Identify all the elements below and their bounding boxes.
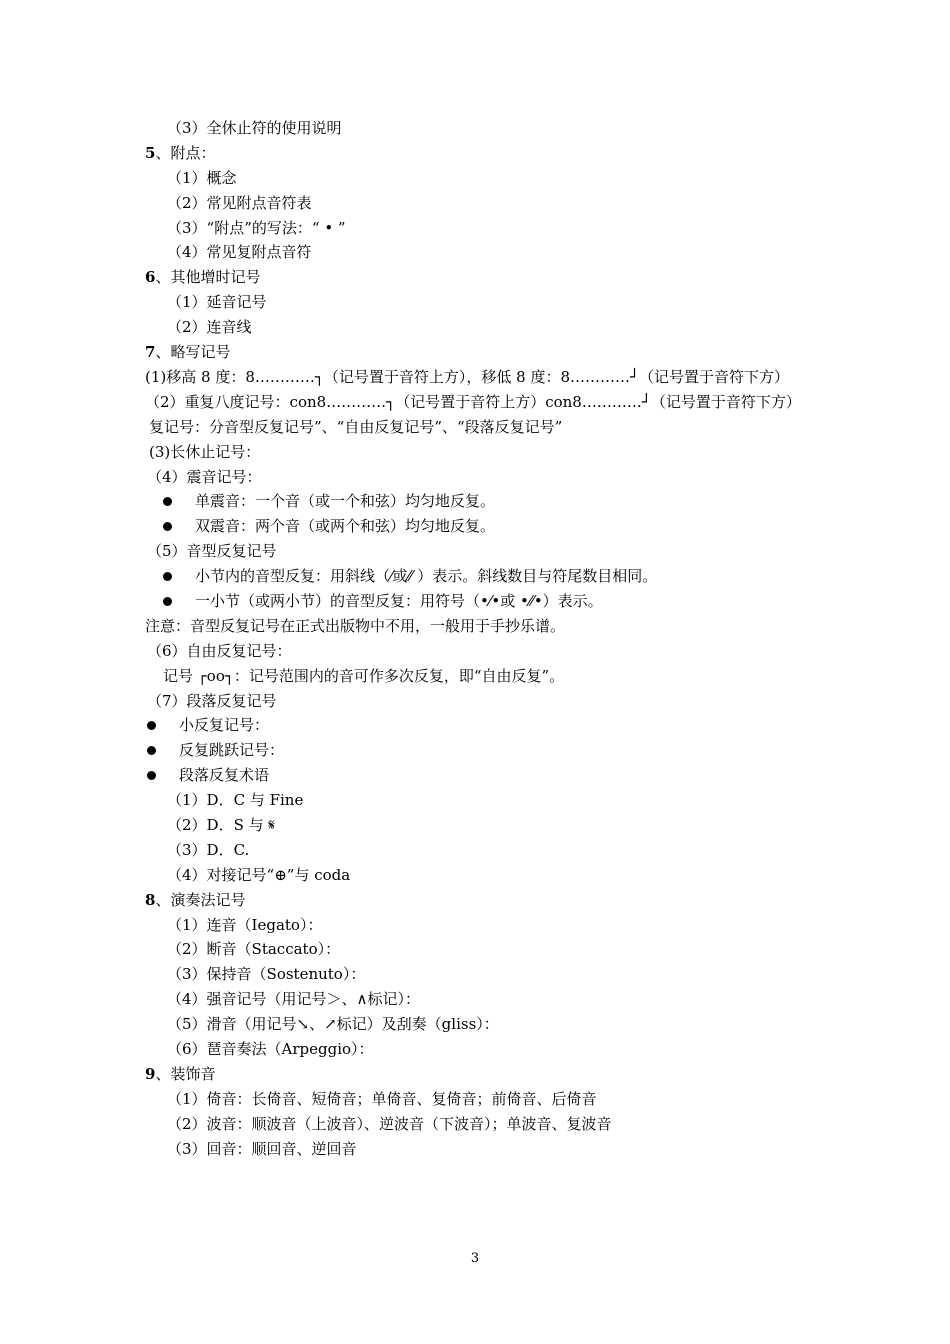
bullet-item: [145, 738, 810, 763]
section-number: 7: [145, 343, 156, 362]
section-title: 、装饰音: [155, 1064, 216, 1083]
bullet-text: 小节内的音型反复：用斜线（⁄或⁄⁄ ）表示。斜线数目与符尾数目相同。: [195, 567, 658, 586]
section-heading: [145, 141, 810, 166]
section-heading: [145, 1062, 810, 1087]
bullet-text: 小反复记号：: [179, 716, 270, 735]
bullet-text: 一小节（或两小节）的音型反复：用符号（•⁄•或 •⁄⁄•）表示。: [195, 591, 603, 610]
list-item: （3）“附点”的写法：“ • ”: [167, 218, 346, 237]
list-item: （1）连音（Iegato）：: [167, 915, 323, 934]
list-item: （4）强音记号（用记号＞、∧标记）：: [167, 990, 421, 1009]
section-heading: [145, 265, 810, 290]
list-item: （3）回音：顺回音、逆回音: [167, 1139, 357, 1158]
section-title: 、略写记号: [155, 343, 231, 362]
list-item: （3）保持音（Sostenuto）：: [167, 965, 366, 984]
list-item: 注意：音型反复记号在正式出版物中不用，一般用于手抄乐谱。: [145, 616, 566, 635]
list-item: （4）震音记号：: [147, 467, 262, 486]
section-number: 6: [145, 268, 156, 287]
page-body: [145, 116, 810, 1161]
list-item: （6）自由反复记号：: [147, 641, 292, 660]
list-item: （3）全休止符的使用说明: [167, 119, 342, 137]
bullet-item: [145, 514, 810, 539]
list-item: （2）常见附点音符表: [167, 193, 312, 212]
bullet-text: 双震音：两个音（或两个和弦）均匀地反复。: [195, 517, 496, 536]
bullet-text: 段落反复术语: [179, 766, 270, 785]
list-item: （7）段落反复记号: [147, 691, 277, 710]
bullet-item: [145, 763, 810, 788]
list-item: （2）连音线: [167, 318, 252, 337]
section-title: 、其他增时记号: [155, 268, 261, 287]
list-item: 记号 ┌oo┐：记号范围内的音可作多次反复，即“自由反复”。: [163, 666, 565, 685]
bullet-text: 反复跳跃记号：: [179, 741, 285, 760]
list-item: （5）滑音（用记号↘、↗标记）及刮奏（gliss）：: [167, 1015, 499, 1034]
section-title: 、附点：: [155, 143, 216, 162]
list-item: （6）琶音奏法（Arpeggio）：: [167, 1039, 374, 1058]
list-item: （2）D．S 与 𝄋: [167, 815, 275, 834]
list-item: （4）对接记号“⊕”与 coda: [167, 865, 351, 884]
list-item: （1）倚音：长倚音、短倚音；单倚音、复倚音；前倚音、后倚音: [167, 1089, 597, 1108]
bullet-text: 单震音：一个音（或一个和弦）均匀地反复。: [195, 492, 496, 511]
section-number: 8: [145, 890, 156, 909]
section-number: 5: [145, 143, 156, 162]
section-title: 、演奏法记号: [155, 890, 246, 909]
paragraph: (1)移高 8 度：8…………┐（记号置于音符上方），移低 8 度：8…………┘（记号置于音符下方）: [145, 367, 790, 386]
bullet-item: [145, 564, 810, 589]
bullet-item: [145, 589, 810, 614]
list-item: （5）音型反复记号: [147, 542, 277, 561]
list-item: （3）D．C.: [167, 840, 250, 859]
list-item: （1）概念: [167, 168, 237, 187]
list-item: 复记号：分音型反复记号”、“自由反复记号”、“段落反复记号”: [149, 417, 563, 436]
list-item: （2）断音（Staccato）：: [167, 940, 341, 959]
paragraph: （2）重复八度记号：con8…………┐（记号置于音符上方）con8…………┘（记号置于音符下方）: [145, 392, 801, 411]
list-item: （2）波音：顺波音（上波音）、逆波音（下波音）；单波音、复波音: [167, 1114, 612, 1133]
list-item: （1）延音记号: [167, 293, 267, 312]
section-heading: [145, 340, 810, 365]
list-item: （1）D．C 与 Fine: [167, 791, 304, 810]
bullet-item: [145, 713, 810, 738]
section-heading: [145, 888, 810, 913]
section-number: 9: [145, 1064, 156, 1083]
page-number: 3: [470, 1251, 480, 1266]
bullet-item: [145, 489, 810, 514]
list-item: （4）常见复附点音符: [167, 243, 312, 262]
list-item: (3)长休止记号：: [149, 442, 261, 461]
